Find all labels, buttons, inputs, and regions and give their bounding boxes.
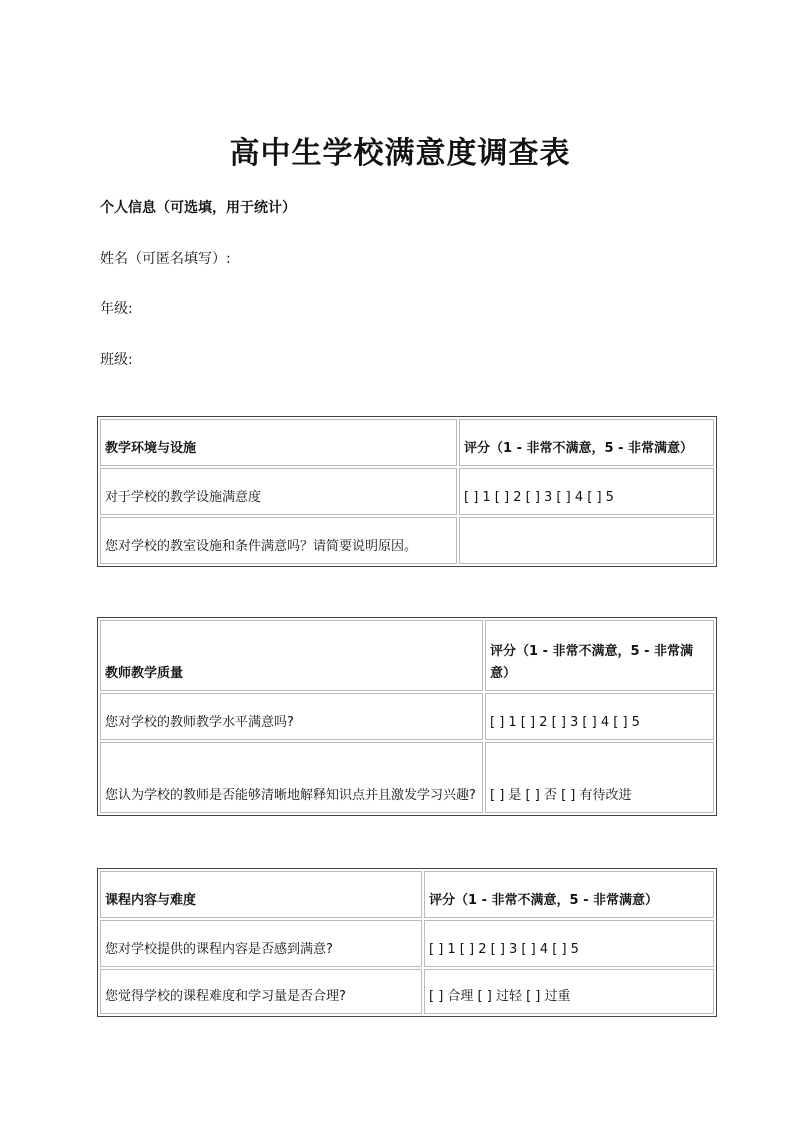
survey-table-teacher-quality (97, 617, 717, 816)
table-header-rating: 评分（1 - 非常不满意，5 - 非常满意） (424, 871, 714, 918)
survey-table-course-content (97, 868, 717, 1017)
question-cell: 您对学校提供的课程内容是否感到满意? (100, 920, 422, 967)
question-cell: 您对学校的教室设施和条件满意吗？请简要说明原因。 (100, 517, 457, 564)
survey-table-teaching-environment (97, 416, 717, 567)
table-row (100, 742, 714, 813)
choice-options-cell[interactable]: [ ] 合理 [ ] 过轻 [ ] 过重 (424, 969, 714, 1014)
answer-cell[interactable] (459, 517, 714, 564)
table-row (100, 468, 714, 515)
table-row (100, 969, 714, 1014)
rating-options-cell[interactable]: [ ] 1 [ ] 2 [ ] 3 [ ] 4 [ ] 5 (485, 693, 714, 740)
document-title: 高中生学校满意度调查表 (229, 136, 571, 171)
class-field-label: 班级: (100, 352, 133, 368)
table-header-row (100, 620, 714, 691)
table-row (100, 517, 714, 564)
table-header-rating: 评分（1 - 非常不满意，5 - 非常满意） (485, 620, 714, 691)
rating-options-cell[interactable]: [ ] 1 [ ] 2 [ ] 3 [ ] 4 [ ] 5 (424, 920, 714, 967)
question-cell: 对于学校的教学设施满意度 (100, 468, 457, 515)
choice-options-cell[interactable]: [ ] 是 [ ] 否 [ ] 有待改进 (485, 742, 714, 813)
table-header-rating: 评分（1 - 非常不满意，5 - 非常满意） (459, 419, 714, 466)
rating-options-cell[interactable]: [ ] 1 [ ] 2 [ ] 3 [ ] 4 [ ] 5 (459, 468, 714, 515)
name-field-label: 姓名（可匿名填写）: (100, 251, 231, 267)
table-header-row (100, 419, 714, 466)
table-header-row (100, 871, 714, 918)
table-header-topic: 教师教学质量 (100, 620, 483, 691)
table-row (100, 693, 714, 740)
table-row (100, 920, 714, 967)
table-header-topic: 课程内容与难度 (100, 871, 422, 918)
question-cell: 您觉得学校的课程难度和学习量是否合理? (100, 969, 422, 1014)
personal-info-heading: 个人信息（可选填，用于统计） (100, 200, 296, 216)
grade-field-label: 年级: (100, 301, 133, 317)
question-cell: 您对学校的教师教学水平满意吗? (100, 693, 483, 740)
table-header-topic: 教学环境与设施 (100, 419, 457, 466)
question-cell: 您认为学校的教师是否能够清晰地解释知识点并且激发学习兴趣? (100, 742, 483, 813)
